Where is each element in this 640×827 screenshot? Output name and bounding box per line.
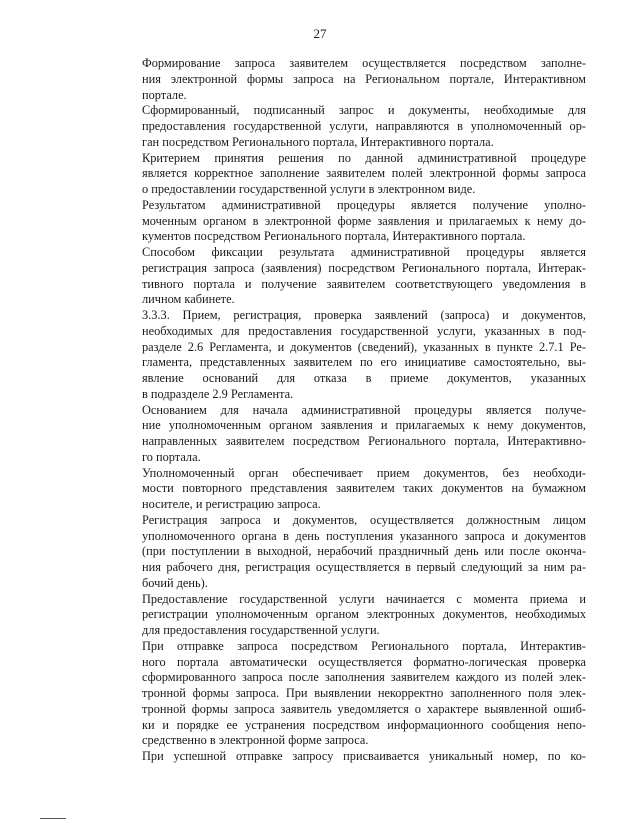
text-line: 3.3.3. Прием, регистрация, проверка заявлений (запроса) и документов, — [142, 308, 586, 322]
text-line: мости повторного представления заявителем таких документов на бумажном — [142, 481, 586, 496]
text-line: бочий день). — [142, 575, 208, 590]
text-line: ган посредством Регионального портала, Интерактивного портала. — [142, 134, 494, 149]
text-line: При отправке запроса посредством Регионального портала, Интерактив- — [142, 638, 586, 653]
paragraph — [110, 592, 586, 639]
text-line: Критерием принятия решения по данной административной процедуре — [142, 150, 586, 165]
text-line: средственно в электронной форме запроса. — [142, 733, 369, 748]
text-line: ного портала автоматически осуществляется форматно-логическая проверка — [142, 654, 586, 669]
text-line: го портала. — [142, 449, 201, 464]
paragraph — [110, 245, 586, 308]
text-line: ния рабочего дня, регистрация осуществляется в первый следующий за ним ра- — [142, 560, 586, 574]
paragraph — [110, 151, 586, 198]
paragraph — [110, 749, 586, 765]
text-line: (при поступлении в выходной, нерабочий праздничный день или после оконча- — [142, 544, 586, 559]
text-line: гламента, представленных заявителем по его инициативе самостоятельно, вы- — [142, 355, 586, 370]
text-line: моченным органом в электронной форме заявления и прилагаемых к нему до- — [142, 213, 586, 228]
text-line: личном кабинете. — [142, 292, 235, 307]
text-line: кументов посредством Регионального портала, Интерактивного портала. — [142, 229, 526, 244]
paragraph — [110, 639, 586, 749]
text-line: носителе, и регистрацию запроса. — [142, 497, 321, 511]
text-line: регистрация запроса (заявления) посредством Регионального портала, Интерак- — [142, 260, 586, 275]
paragraph — [110, 513, 586, 592]
paragraph — [110, 466, 586, 513]
text-line: для предоставления государственной услуги. — [142, 623, 380, 637]
paragraph — [110, 56, 586, 103]
text-line: ки и порядке ее устранения посредством информационного сообщения непо- — [142, 717, 586, 732]
footer-mark — [40, 818, 66, 819]
text-line: Регистрация запроса и документов, осуществляется должностным лицом — [142, 512, 586, 527]
paragraph — [110, 308, 586, 403]
text-line: сформированного запроса после заполнения заявителем каждого из полей элек- — [142, 670, 586, 685]
text-line: ние уполномоченным органом заявления и прилагаемых к нему документов, — [142, 418, 586, 433]
text-line: Формирование запроса заявителем осуществляется посредством заполне- — [142, 56, 586, 70]
text-line: является корректное заполнение заявителем полей электронной формы запроса — [142, 166, 586, 181]
paragraph — [110, 403, 586, 466]
text-line: регистрации уполномоченным органом электронных документов, необходимых — [142, 607, 586, 622]
text-line: Уполномоченный орган обеспечивает прием документов, без необходи- — [142, 465, 586, 480]
text-line: тивного портала и получение заявителем соответствующего уведомления в — [142, 276, 586, 291]
text-line: Сформированный, подписанный запрос и документы, необходимые для — [142, 103, 586, 118]
text-line: явление оснований для отказа в приеме документов, указанных — [142, 371, 586, 385]
text-line: в подразделе 2.9 Регламента. — [142, 386, 294, 401]
text-line: о предоставлении государственной услуги в электронном виде. — [142, 182, 476, 196]
text-line: предоставления государственной услуги, направляются в уполномоченный ор- — [142, 119, 586, 133]
text-line: тронной формы запроса. При выявлении некорректно заполненного поля элек- — [142, 686, 586, 700]
text-line: уполномоченного органа в день поступления указанного запроса и документов — [142, 528, 586, 543]
text-line: Способом фиксации результата административной процедуры является — [142, 245, 586, 259]
text-line: тронной формы запроса заявитель уведомляется о характере выявленной ошиб- — [142, 701, 586, 716]
text-line: портале. — [142, 87, 187, 102]
text-line: направленных заявителем посредством Регионального портала, Интерактивно- — [142, 434, 586, 448]
document-body — [110, 56, 586, 765]
page-number: 27 — [313, 26, 327, 41]
text-line: Результатом административной процедуры является получение уполно- — [142, 197, 586, 212]
text-line: Основанием для начала административной процедуры является получе- — [142, 402, 586, 417]
paragraph — [110, 198, 586, 245]
text-line: необходимых для предоставления государственной услуги, указанных в под- — [142, 323, 586, 338]
text-line: Предоставление государственной услуги начинается с момента приема и — [142, 591, 586, 606]
paragraph — [110, 103, 586, 150]
text-line: ния электронной формы запроса на Региональном портале, Интерактивном — [142, 71, 586, 86]
text-line: При успешной отправке запросу присваивается уникальный номер, по ко- — [142, 749, 586, 763]
text-line: разделе 2.6 Регламента, и документов (сведений), указанных в пункте 2.7.1 Ре- — [142, 339, 586, 354]
